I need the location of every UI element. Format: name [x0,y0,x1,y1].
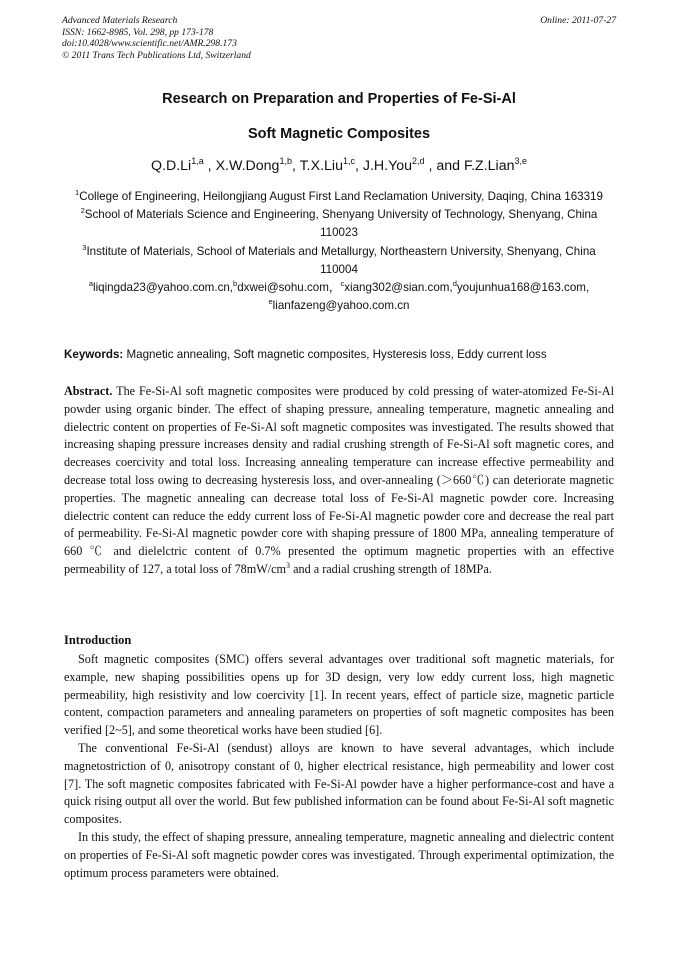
keywords-line [64,348,616,361]
paper-title-line-1: Research on Preparation and Properties of Fe-Si-Al [162,91,516,107]
author-name: Q.D.Li [151,158,192,174]
email-list: $^a$liqingda23@yahoo.com.cn,$^b$dxwei@sohu.com，$^c$xiang302@sian.com,$^d$youjunhua168@163.com, $^e$lianfazeng@yahoo.com.cn [88,279,590,313]
author-separator: , and [424,158,465,174]
introduction-paragraph: In this study, the effect of shaping pressure, annealing temperature, magnetic annealing and dielectric content on properties of Fe-Si-Al soft magnetic powder cores was investigated. Through experimental optimization, the optimum process parameters were obtained. [64,829,614,880]
author-name: X.W.Dong [215,158,280,174]
author-affil-mark: 1,b [279,156,292,166]
journal-name: Advanced Materials Research [62,15,178,26]
paper-title-line-2: Soft Magnetic Composites [247,126,431,142]
affiliation-mark: 3 [82,242,87,252]
affiliation-mark: 2 [80,206,85,216]
author-name: J.H.You [362,158,413,174]
introduction-body [64,651,614,882]
author-separator: , [354,158,363,174]
email-b: dxwei@sohu.com， [237,281,341,295]
introduction-paragraph: The conventional Fe-Si-Al (sendust) alloys are known to have several advantages, which include magnetostriction of 0, anisotropy constant of 0, higher electrical resistance, high permeability and lower cost [7]. The soft magnetic composites fabricated with Fe-Si-Al powder have a higher performance-cost and have a quick rising output all over the world. But few published information can be found about Fe-Si-Al soft magnetic composites. [64,740,614,827]
author-name: T.X.Liu [299,158,343,174]
affiliation [70,188,608,206]
abstract-paragraph [64,383,614,579]
abstract-label: Abstract. [64,384,113,398]
author-list [0,158,678,174]
copyright-line: © 2011 Trans Tech Publications Ltd, Switzerland [62,49,251,61]
email-a: liqingda23@yahoo.com.cn, [93,281,234,295]
email-c: xiang302@sian.com, [344,281,453,295]
page-header [62,15,616,61]
author-affil-mark: 1,c [342,156,355,166]
author-affil-mark: 2,d [412,156,425,166]
affiliation-text: College of Engineering, Heilongjiang August First Land Reclamation University, Daqing, China 163319 [79,190,603,203]
affiliation-text: Institute of Materials, School of Materials and Metallurgy, Northeastern University, Shenyang, China 110004 [86,244,596,276]
author-separator: , [291,158,300,174]
introduction-heading: Introduction [64,633,132,647]
affiliation-mark: 1 [75,188,80,197]
abstract-unit-sup: 3 [286,560,291,570]
doi-line: doi:10.4028/www.scientific.net/AMR.298.173 [62,38,237,50]
author-affil-mark: 3,e [514,156,527,166]
introduction-paragraph: Soft magnetic composites (SMC) offers several advantages over traditional soft magnetic materials, for example, new shaping possibilities opens up for 3D design, very low eddy current loss, high magnetic permeability, high resistivity and low coercivity [1]. In recent years, effect of particle size, magnetic particle content, compaction parameters and annealing parameters on properties of soft magnetic composites has been verified [2~5], and some theoretical works have been studied [6]. [64,652,614,738]
issn-line: ISSN: 1662-8985, Vol. 298, pp 173-178 [62,26,214,38]
keywords-text: Magnetic annealing, Soft magnetic composites, Hysteresis loss, Eddy current loss [123,348,547,361]
abstract-text-end: and a radial crushing strength of 18MPa. [290,561,492,576]
affiliation-block [70,188,608,315]
online-date: Online: 2011-07-27 [540,15,616,26]
email-d: youjunhua168@163.com, [456,281,590,295]
author-affil-mark: 1,a [191,156,204,166]
affiliation [70,243,608,279]
author-name: F.Z.Lian [464,158,515,174]
email-e: lianfazeng@yahoo.com.cn [272,299,410,313]
affiliation-text: School of Materials Science and Engineering, Shenyang University of Technology, Shenyang, China 110023 [84,208,598,240]
affiliation [70,206,608,242]
abstract-text: The Fe-Si-Al soft magnetic composites were produced by cold pressing of water-atomized Fe-Si-Al powder using organic binder. The effect of shaping pressure, annealing temperature, magnetic annealing and dielectric content on properties of Fe-Si-Al soft magnetic composites was investigated. The results showed that increasing shaping pressure increases density and radial crushing strength of Fe-Si-Al soft magnetic cores, and decreases coercivity and total loss. Increasing annealing temperature can increase effective permeability and decrease total loss owing to decreasing hysteresis loss, and over-annealing (＞660℃) can deteriorate magnetic properties. The magnetic annealing can decrease total loss of Fe-Si-Al magnetic powder core. Increasing dielectric content can reduce the eddy current loss of Fe-Si-Al magnetic powder core and decrease the real part of permeability. Fe-Si-Al magnetic powder core with shaping pressure of 1800 MPa, annealing temperature of 660 ℃ and dielelctric content of 0.7% presented the optimum magnetic properties with an effective permeability of 127, a total loss of 78mW/cm [64,384,614,576]
keywords-label: Keywords: [64,348,124,361]
author-separator: , [203,158,216,174]
